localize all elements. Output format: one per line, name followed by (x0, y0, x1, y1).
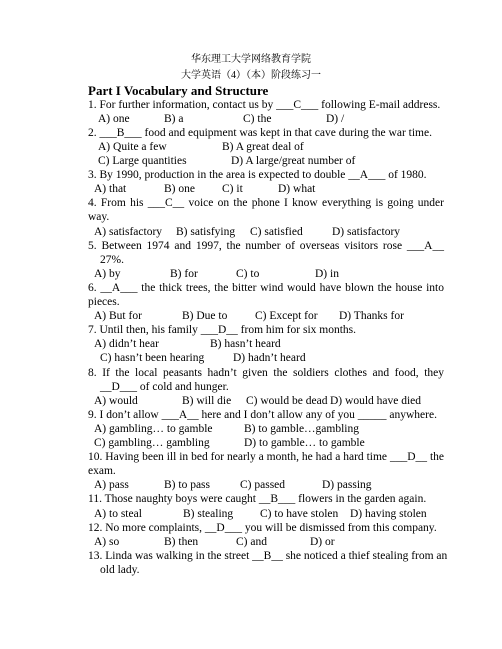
question-10-stem-cont: exam. (88, 465, 116, 477)
question-4-option-d: D) satisfactory (332, 226, 401, 238)
question-5-option-a: A) by (94, 268, 121, 280)
question-3-option-d: D) what (278, 183, 316, 195)
question-6-option-b: B) Due to (182, 310, 228, 322)
question-10-stem: 10. Having been ill in bed for nearly a month, he had a hard time ___D__ the (88, 451, 444, 463)
question-1-option-a: A) one (98, 113, 130, 125)
question-2-option-b: B) A great deal of (222, 141, 304, 153)
question-12-option-c: C) and (236, 536, 267, 548)
question-3-stem: 3. By 1990, production in the area is expected to double __A___ of 1980. (88, 169, 427, 181)
question-1-option-d: D) / (326, 113, 345, 125)
question-12-option-d: D) or (310, 536, 335, 548)
part-title: Part I Vocabulary and Structure (88, 83, 269, 98)
question-5-stem: 5. Between 1974 and 1997, the number of overseas visitors rose ___A__ (88, 240, 444, 252)
question-3-option-a: A) that (94, 183, 127, 195)
question-10-option-a: A) pass (94, 479, 129, 491)
question-9-stem: 9. I don’t allow ___A__ here and I don’t allow any of you _____ anywhere. (88, 409, 437, 421)
question-10-option-b: B) to pass (164, 479, 210, 491)
question-7-option-d: D) hadn’t heard (233, 352, 306, 364)
question-4-option-a: A) satisfactory (94, 226, 163, 238)
question-12-option-b: B) then (164, 536, 199, 548)
question-8-option-c: C) would be dead (246, 395, 328, 407)
question-6-option-a: A) But for (94, 310, 142, 322)
question-7-option-c: C) hasn’t been hearing (100, 352, 205, 364)
question-5-option-c: C) to (236, 268, 260, 280)
question-4-stem-cont: way. (88, 211, 110, 223)
question-9-option-d: D) to gamble… to gamble (244, 437, 365, 449)
question-4-option-c: C) satisfied (250, 226, 303, 238)
question-4-stem: 4. From his ___C__ voice on the phone I know everything is going under (88, 197, 444, 209)
question-6-stem: 6. __A___ the thick trees, the bitter wind would have blown the house into (88, 282, 444, 294)
question-1-option-b: B) a (164, 113, 184, 125)
course-title: 大学英语（4）（本）阶段练习一 (181, 70, 321, 81)
question-10-option-c: C) passed (240, 479, 286, 491)
question-7-stem: 7. Until then, his family ___D__ from him for six months. (88, 324, 356, 336)
question-1-option-c: C) the (243, 113, 272, 125)
question-11-option-b: B) stealing (183, 508, 234, 520)
school-name: 华东理工大学网络教育学院 (191, 54, 311, 65)
question-6-option-d: D) Thanks for (339, 310, 404, 322)
question-9-option-b: B) to gamble…gambling (244, 423, 359, 435)
question-9-option-a: A) gambling… to gamble (94, 423, 213, 435)
question-6-stem-cont: pieces. (88, 296, 120, 308)
question-8-stem: 8. If the local peasants hadn’t given the soldiers clothes and food, they (88, 367, 444, 379)
question-12-stem: 12. No more complaints, __D___ you will be dismissed from this company. (88, 522, 437, 534)
question-12-option-a: A) so (94, 536, 120, 548)
question-2-option-d: D) A large/great number of (231, 155, 356, 167)
question-8-option-b: B) will die (182, 395, 232, 407)
question-11-stem: 11. Those naughty boys were caught __B___ flowers in the garden again. (88, 493, 427, 505)
question-8-stem-cont: __D___ of cold and hunger. (100, 381, 229, 393)
question-11-option-c: C) to have stolen (260, 508, 339, 520)
question-5-option-d: D) in (315, 268, 339, 280)
question-2-option-a: A) Quite a few (98, 141, 167, 153)
question-11-option-a: A) to steal (94, 508, 142, 520)
question-9-option-c: C) gambling… gambling (94, 437, 210, 449)
question-3-option-b: B) one (164, 183, 195, 195)
question-11-option-d: D) having stolen (350, 508, 427, 520)
question-7-option-b: B) hasn’t heard (210, 338, 281, 350)
question-2-option-c: C) Large quantities (98, 155, 187, 167)
question-5-option-b: B) for (170, 268, 198, 280)
question-5-stem-cont: 27%. (100, 254, 124, 266)
question-3-option-c: C) it (222, 183, 243, 195)
question-8-option-d: D) would have died (330, 395, 422, 407)
question-13-stem: 13. Linda was walking in the street __B__ she noticed a thief stealing from an (88, 550, 448, 562)
question-1-stem: 1. For further information, contact us by ___C___ following E-mail address. (88, 99, 441, 111)
question-13-stem-cont: old lady. (100, 564, 140, 576)
question-6-option-c: C) Except for (255, 310, 318, 322)
question-7-option-a: A) didn’t hear (94, 338, 159, 350)
question-10-option-d: D) passing (322, 479, 372, 491)
question-8-option-a: A) would (94, 395, 138, 407)
question-2-stem: 2. ___B___ food and equipment was kept in that cave during the war time. (88, 127, 432, 139)
question-4-option-b: B) satisfying (176, 226, 236, 238)
